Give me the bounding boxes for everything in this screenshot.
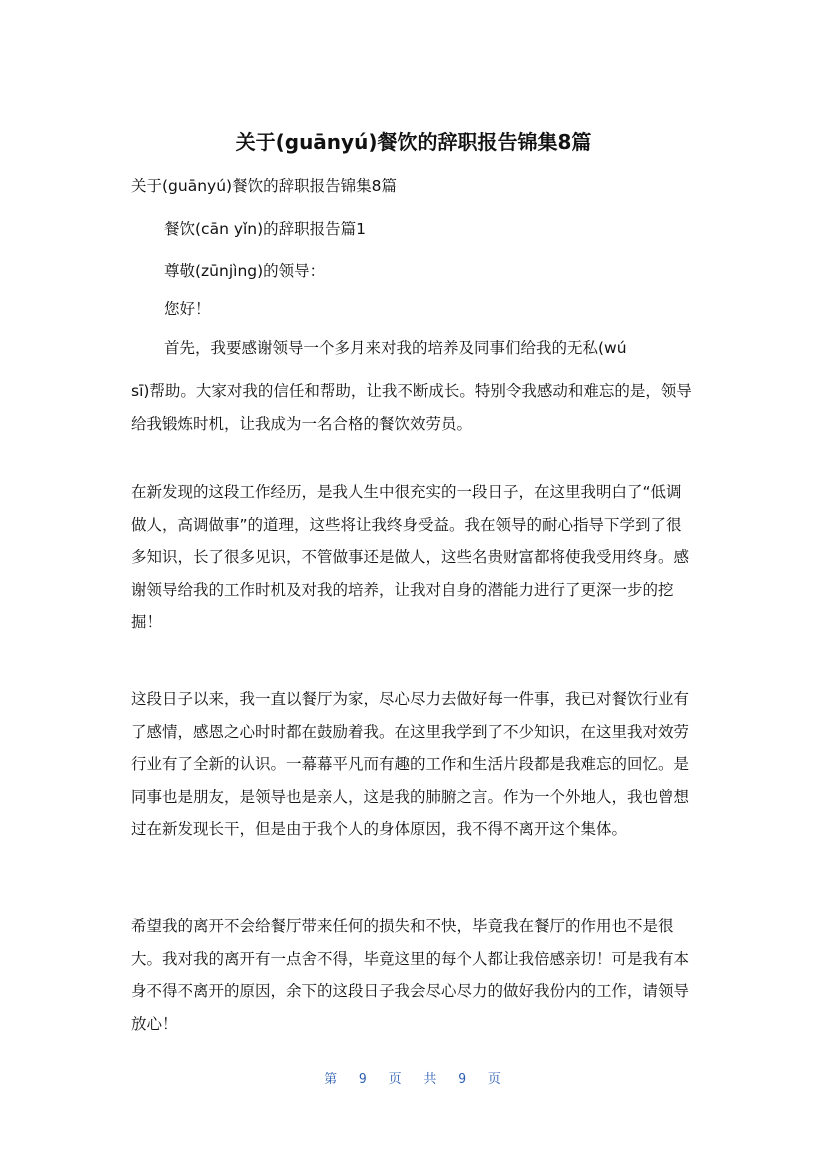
salutation: 尊敬(zūnjìng)的领导： xyxy=(164,262,326,280)
paragraph-4: 希望我的离开不会给餐厅带来任何的损失和不快，毕竟我在餐厅的作用也不是很大。我对我的离开有一点舍不得，毕竟这里的每个人都让我倍感亲切！可是我有本身不得不离开的原因，余下的这段日子我会尽心尽力的做好我份内的工作，请领导放心！ xyxy=(131,917,690,1033)
page-footer xyxy=(0,1068,827,1087)
section-heading: 餐饮(cān yǐn)的辞职报告篇1 xyxy=(164,220,367,238)
footer-label-ye: 页 xyxy=(388,1072,404,1087)
footer-total-pages: 9 xyxy=(458,1072,469,1087)
paragraph-1-continued: sī)帮助。大家对我的信任和帮助，让我不断成长。特别令我感动和难忘的是，领导给我锻炼时机，让我成为一名合格的餐饮效劳员。 xyxy=(131,382,692,433)
document-subtitle: 关于(guānyú)餐饮的辞职报告锦集8篇 xyxy=(131,177,397,195)
footer-label-di: 第 xyxy=(324,1072,340,1087)
footer-current-page: 9 xyxy=(358,1072,369,1087)
paragraph-3: 这段日子以来，我一直以餐厅为家，尽心尽力去做好每一件事，我已对餐饮行业有了感情，感恩之心时时都在鼓励着我。在这里我学到了不少知识，在这里我对效劳行业有了全新的认识。一幕幕平凡而有趣的工作和生活片段都是我难忘的回忆。是同事也是朋友，是领导也是亲人，这是我的肺腑之言。作为一个外地人，我也曾想过在新发现长干，但是由于我个人的身体原因，我不得不离开这个集体。 xyxy=(131,690,690,838)
greeting: 您好！ xyxy=(164,300,211,318)
paragraph-2: 在新发现的这段工作经历，是我人生中很充实的一段日子，在这里我明白了“低调做人，高调做事”的道理，这些将让我终身受益。我在领导的耐心指导下学到了很多知识，长了很多见识，不管做事还是做人，这些名贵财富都将使我受用终身。感谢领导给我的工作时机及对我的培养，让我对自身的潜能力进行了更深一步的挖掘！ xyxy=(131,483,690,631)
footer-label-ye-2: 页 xyxy=(487,1072,503,1087)
paragraph-1-first-line: 首先，我要感谢领导一个多月来对我的培养及同事们给我的无私(wú xyxy=(164,339,627,357)
footer-label-gong: 共 xyxy=(423,1072,439,1087)
document-title: 关于(guānyú)餐饮的辞职报告锦集8篇 xyxy=(235,130,592,154)
